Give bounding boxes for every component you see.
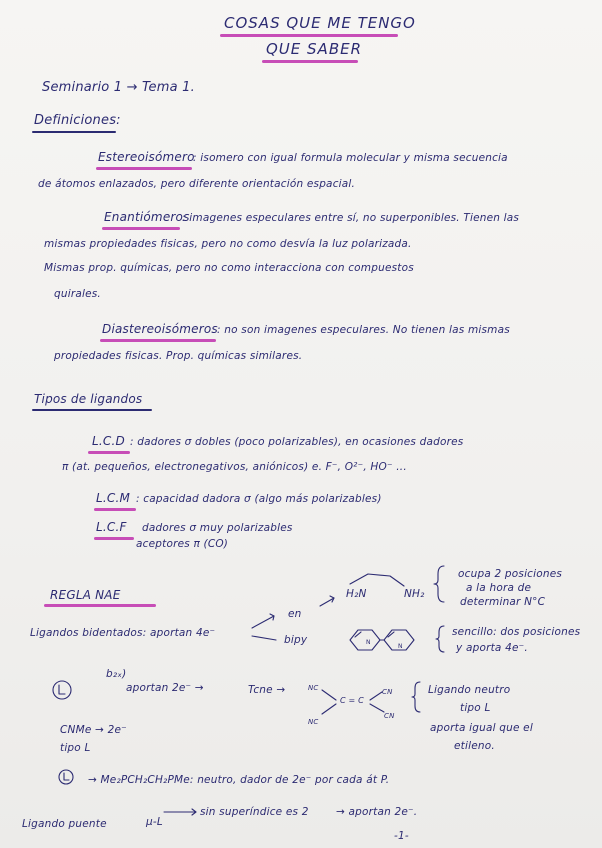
enantio-term: Enantiómeros bbox=[104, 210, 190, 224]
en-right-label: NH₂ bbox=[404, 588, 425, 600]
rule-en-label: en bbox=[288, 608, 302, 620]
brace-occupy bbox=[434, 566, 444, 602]
enantio-line-3: Mismas prop. químicas, pero no como interacciona con compuestos bbox=[44, 262, 414, 274]
neutral-line-4: etileno. bbox=[454, 740, 495, 752]
bridge-text: sin superíndice es 2 bbox=[200, 806, 309, 818]
bridge-mu: μ-L bbox=[146, 816, 163, 828]
brace-simple bbox=[436, 626, 444, 652]
lcd-term: L.C.D bbox=[92, 434, 125, 448]
enantio-line-4: quirales. bbox=[54, 288, 101, 300]
title-line-2: QUE SABER bbox=[266, 40, 363, 58]
tcne-cn-1: CN bbox=[382, 688, 393, 696]
occupy-line-3: determinar N°C bbox=[460, 596, 546, 608]
tcne-nc-2: NC bbox=[308, 718, 319, 726]
enantio-line-1: : imagenes especulares entre sí, no superponibles. Tienen las bbox=[182, 212, 520, 224]
seminar-heading: Seminario 1 → Tema 1. bbox=[42, 80, 195, 95]
lcm-term: L.C.M bbox=[96, 491, 131, 505]
estereo-line-1: : isomero con igual formula molecular y misma secuencia bbox=[193, 152, 508, 164]
arrow-to-bipy bbox=[252, 636, 276, 640]
occupy-line-2: a la hora de bbox=[466, 582, 532, 594]
bridge-arrow: → aportan 2e⁻. bbox=[336, 806, 418, 818]
arrow-to-en bbox=[252, 616, 274, 628]
ligands-heading: Tipos de ligandos bbox=[34, 392, 143, 406]
cnme-tipo: tipo L bbox=[60, 742, 91, 754]
enantio-line-2: mismas propiedades fisicas, pero no como desvía la luz polarizada. bbox=[44, 238, 412, 250]
rule-heading: REGLA NAE bbox=[50, 588, 121, 602]
bridge-label: Ligando puente bbox=[22, 818, 107, 830]
circle-l-1 bbox=[53, 681, 71, 699]
tcne-cc: C = C bbox=[340, 696, 364, 705]
cnme-text: CNMe → 2e⁻ bbox=[60, 724, 127, 736]
bipy-ring-left bbox=[350, 630, 380, 650]
lewis-hint: b₂ₓ) bbox=[106, 668, 127, 680]
lcf-term: L.C.F bbox=[96, 520, 127, 534]
lcf-line-1: dadores σ muy polarizables bbox=[142, 522, 293, 534]
estereo-term: Estereoisómero bbox=[98, 150, 195, 164]
simple-line-1: sencillo: dos posiciones bbox=[452, 626, 581, 638]
neutral-line-3: aporta igual que el bbox=[430, 722, 533, 734]
en-skeleton bbox=[350, 574, 404, 586]
rule-bipy-label: bipy bbox=[284, 634, 308, 646]
bipy-n-left: N bbox=[366, 639, 371, 646]
estereo-line-2: de átomos enlazados, pero diferente orientación espacial. bbox=[38, 178, 356, 190]
diastereo-term: Diastereoisómeros bbox=[102, 322, 218, 336]
brace-neutral bbox=[412, 682, 420, 712]
lcd-line-1: : dadores σ dobles (poco polarizables), en ocasiones dadores bbox=[130, 436, 464, 448]
tcne-nc-1: NC bbox=[308, 684, 319, 692]
neutral-line-1: Ligando neutro bbox=[428, 684, 511, 696]
en-left-label: H₂N bbox=[346, 588, 367, 600]
tcne-text: Tcne → bbox=[248, 684, 286, 696]
lcd-line-2: π (at. pequeños, electronegativos, aniónicos) e. F⁻, O²⁻, HO⁻ ... bbox=[62, 461, 407, 473]
page-number: -1- bbox=[394, 830, 409, 842]
mepc-text: → Me₂PCH₂CH₂PMe: neutro, dador de 2e⁻ por cada át P. bbox=[88, 774, 390, 786]
definitions-heading: Definiciones: bbox=[34, 113, 121, 128]
bipy-n-right: N bbox=[398, 643, 403, 650]
lcf-line-2: aceptores π (CO) bbox=[136, 538, 229, 550]
tcne-cn-2: CN bbox=[384, 712, 395, 720]
diastereo-line-1: : no son imagenes especulares. No tienen las mismas bbox=[217, 324, 510, 336]
neutral-line-2: tipo L bbox=[460, 702, 491, 714]
occupy-line-1: ocupa 2 posiciones bbox=[458, 568, 563, 580]
diastereo-line-2: propiedades fisicas. Prop. químicas similares. bbox=[54, 350, 303, 362]
title-line-1: COSAS QUE ME TENGO bbox=[224, 14, 416, 32]
simple-line-2: y aporta 4e⁻. bbox=[456, 642, 528, 654]
lewis-text: aportan 2e⁻ → bbox=[126, 682, 204, 694]
rule-bidentate: Ligandos bidentados: aportan 4e⁻ bbox=[30, 627, 216, 639]
circle-l-2 bbox=[59, 770, 73, 784]
lcm-line: : capacidad dadora σ (algo más polarizables) bbox=[136, 493, 382, 505]
